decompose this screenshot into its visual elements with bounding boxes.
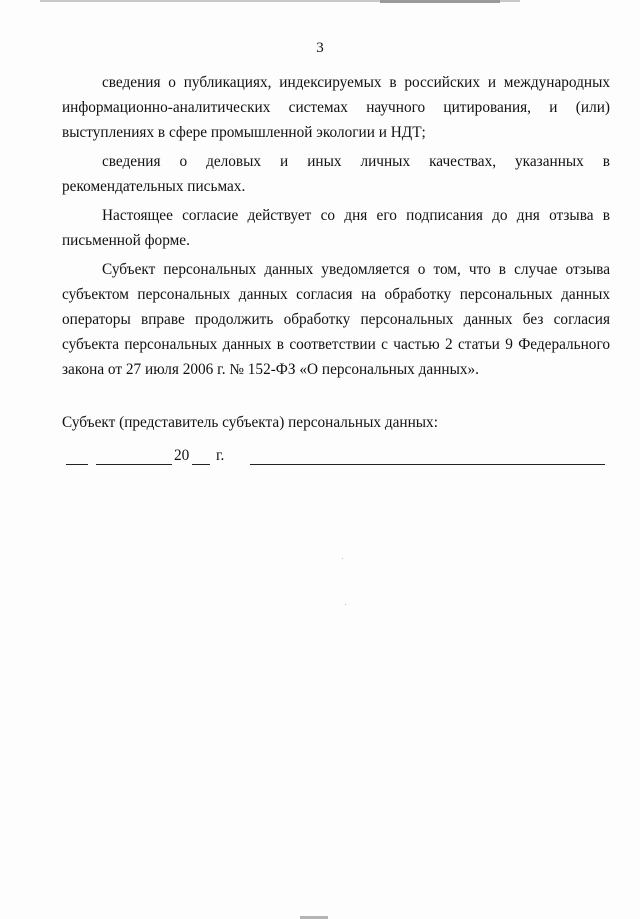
document-body [62,70,610,386]
paragraph: сведения о деловых и иных личных качествах, указанных в рекомендательных письмах. [62,153,610,195]
year-blank [192,463,210,465]
scan-speck [345,604,346,605]
date-signature-row [66,443,611,467]
signature-blank [250,463,605,465]
month-blank [96,463,172,465]
scan-speck [342,558,343,559]
page-number: 3 [316,40,324,56]
paragraph: сведения о публикациях, индексируемых в российских и международных информационно-аналитических системах научного цитирования, и (или) выступлениях в сфере промышленной экологии и НДТ; [62,74,610,141]
signature-label: Субъект (представитель субъекта) персональных данных: [62,414,438,431]
scan-edge [380,0,500,3]
year-prefix: 20 [174,447,190,464]
paragraph: Настоящее согласие действует со дня его подписания до дня отзыва в письменной форме. [62,207,610,249]
day-blank [66,463,88,465]
year-suffix: г. [216,447,225,464]
paragraph: Субъект персональных данных уведомляется о том, что в случае отзыва субъектом персональных данных согласия на обработку персональных данных операторы вправе продолжить обработку персональных данных без согласия субъекта персональных данных в соответствии с частью 2 статьи 9 Федерального закона от 27 июля 2006 г. № 152-ФЗ «О персональных данных». [62,261,610,378]
